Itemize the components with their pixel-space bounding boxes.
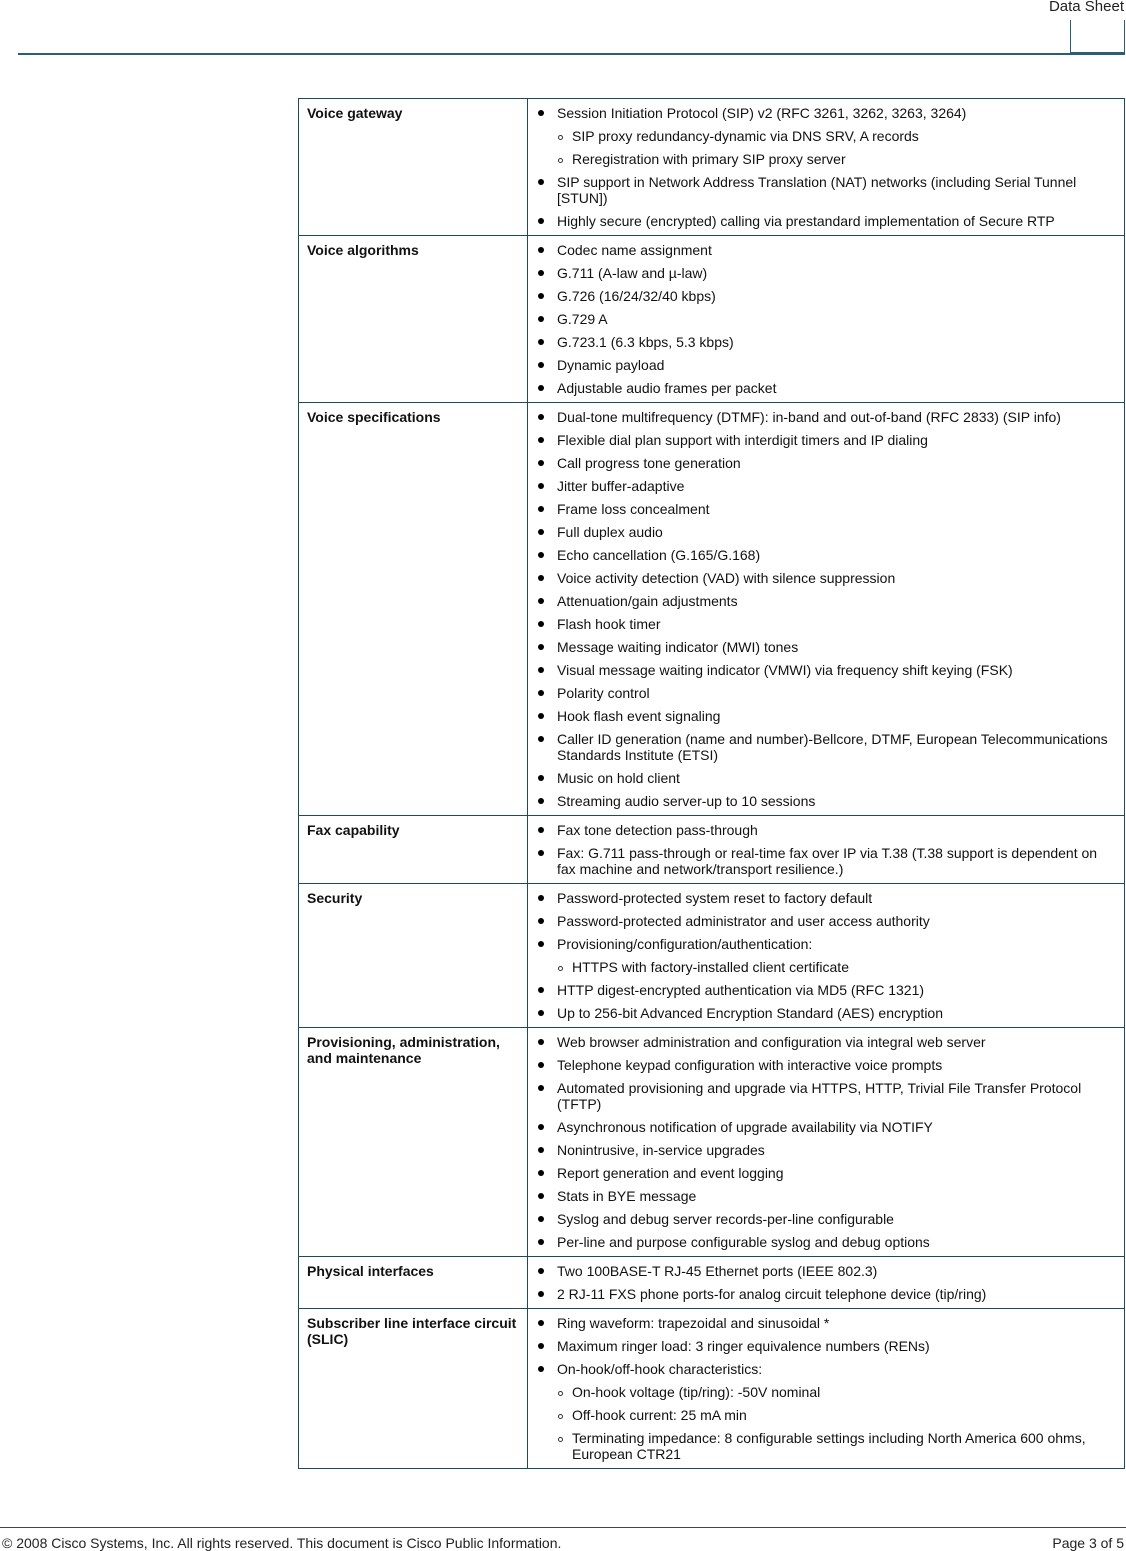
list-item: Caller ID generation (name and number)-Bellcore, DTMF, European Telecommunications Standards Institute (ETSI)	[536, 731, 1118, 763]
spec-row-items	[528, 236, 1125, 403]
list-item: Full duplex audio	[536, 524, 1118, 540]
spec-item-list	[536, 890, 1118, 1021]
list-item: Attenuation/gain adjustments	[536, 593, 1118, 609]
list-item: Fax: G.711 pass-through or real-time fax over IP via T.38 (T.38 support is dependent on fax machine and network/transport resilience.)	[536, 845, 1118, 877]
list-item: Codec name assignment	[536, 242, 1118, 258]
list-item: G.723.1 (6.3 kbps, 5.3 kbps)	[536, 334, 1118, 350]
footer-divider	[0, 1527, 1126, 1528]
list-item: Automated provisioning and upgrade via HTTPS, HTTP, Trivial File Transfer Protocol (TFTP)	[536, 1080, 1118, 1112]
list-item: Asynchronous notification of upgrade availability via NOTIFY	[536, 1119, 1118, 1135]
spec-row	[299, 403, 1125, 816]
spec-row-label: Voice gateway	[299, 99, 528, 236]
spec-row-label: Voice specifications	[299, 403, 528, 816]
list-item: Music on hold client	[536, 770, 1118, 786]
spec-row-label: Voice algorithms	[299, 236, 528, 403]
spec-item-list	[536, 409, 1118, 809]
list-item: Flexible dial plan support with interdigit timers and IP dialing	[536, 432, 1118, 448]
list-item: Message waiting indicator (MWI) tones	[536, 639, 1118, 655]
sub-list-item: SIP proxy redundancy-dynamic via DNS SRV, A records	[536, 128, 1118, 144]
list-item: G.729 A	[536, 311, 1118, 327]
sub-list-item: Reregistration with primary SIP proxy server	[536, 151, 1118, 167]
list-item: Provisioning/configuration/authentication:	[536, 936, 1118, 952]
spec-row-items	[528, 403, 1125, 816]
list-item: Password-protected system reset to factory default	[536, 890, 1118, 906]
list-item: Dynamic payload	[536, 357, 1118, 373]
spec-row-label: Subscriber line interface circuit (SLIC)	[299, 1309, 528, 1469]
spec-row	[299, 884, 1125, 1028]
list-item: Highly secure (encrypted) calling via prestandard implementation of Secure RTP	[536, 213, 1118, 229]
document-type-label: Data Sheet	[1048, 0, 1124, 15]
list-item: Jitter buffer-adaptive	[536, 478, 1118, 494]
list-item: SIP support in Network Address Translation (NAT) networks (including Serial Tunnel [STUN])	[536, 174, 1118, 206]
footer-copyright: © 2008 Cisco Systems, Inc. All rights reserved. This document is Cisco Public Information.	[2, 1535, 562, 1551]
list-item: Per-line and purpose configurable syslog and debug options	[536, 1234, 1118, 1250]
spec-item-list	[536, 1315, 1118, 1462]
sub-list-item: Terminating impedance: 8 configurable settings including North America 600 ohms, European CTR21	[536, 1430, 1118, 1462]
list-item: Session Initiation Protocol (SIP) v2 (RFC 3261, 3262, 3263, 3264)	[536, 105, 1118, 121]
list-item: Dual-tone multifrequency (DTMF): in-band and out-of-band (RFC 2833) (SIP info)	[536, 409, 1118, 425]
spec-item-list	[536, 105, 1118, 229]
list-item: Hook flash event signaling	[536, 708, 1118, 724]
sub-list-item: Off-hook current: 25 mA min	[536, 1407, 1118, 1423]
header-divider	[18, 53, 1125, 55]
spec-row-label: Physical interfaces	[299, 1257, 528, 1309]
spec-row-label: Provisioning, administration, and maintenance	[299, 1028, 528, 1257]
list-item: Polarity control	[536, 685, 1118, 701]
spec-row-label: Security	[299, 884, 528, 1028]
list-item: HTTP digest-encrypted authentication via MD5 (RFC 1321)	[536, 982, 1118, 998]
spec-row	[299, 236, 1125, 403]
list-item: Report generation and event logging	[536, 1165, 1118, 1181]
list-item: Streaming audio server-up to 10 sessions	[536, 793, 1118, 809]
list-item: Flash hook timer	[536, 616, 1118, 632]
list-item: G.711 (A-law and µ-law)	[536, 265, 1118, 281]
spec-row-items	[528, 1257, 1125, 1309]
list-item: Adjustable audio frames per packet	[536, 380, 1118, 396]
spec-row-items	[528, 1309, 1125, 1469]
spec-item-list	[536, 242, 1118, 396]
list-item: Syslog and debug server records-per-line configurable	[536, 1211, 1118, 1227]
list-item: Voice activity detection (VAD) with silence suppression	[536, 570, 1118, 586]
spec-table	[298, 98, 1125, 1469]
list-item: Nonintrusive, in-service upgrades	[536, 1142, 1118, 1158]
spec-row	[299, 1257, 1125, 1309]
spec-item-list	[536, 822, 1118, 877]
spec-item-list	[536, 1263, 1118, 1302]
sub-list-item: HTTPS with factory-installed client certificate	[536, 959, 1118, 975]
spec-row-label: Fax capability	[299, 816, 528, 884]
header-tab-box	[1070, 20, 1125, 53]
list-item: Password-protected administrator and user access authority	[536, 913, 1118, 929]
list-item: 2 RJ-11 FXS phone ports-for analog circuit telephone device (tip/ring)	[536, 1286, 1118, 1302]
spec-item-list	[536, 1034, 1118, 1250]
spec-table-body	[299, 99, 1125, 1469]
list-item: Ring waveform: trapezoidal and sinusoidal *	[536, 1315, 1118, 1331]
list-item: On-hook/off-hook characteristics:	[536, 1361, 1118, 1377]
list-item: Stats in BYE message	[536, 1188, 1118, 1204]
list-item: Telephone keypad configuration with interactive voice prompts	[536, 1057, 1118, 1073]
spec-row	[299, 99, 1125, 236]
spec-row-items	[528, 1028, 1125, 1257]
list-item: Up to 256-bit Advanced Encryption Standard (AES) encryption	[536, 1005, 1118, 1021]
spec-row	[299, 1309, 1125, 1469]
list-item: Two 100BASE-T RJ-45 Ethernet ports (IEEE 802.3)	[536, 1263, 1118, 1279]
list-item: Echo cancellation (G.165/G.168)	[536, 547, 1118, 563]
list-item: Frame loss concealment	[536, 501, 1118, 517]
list-item: Maximum ringer load: 3 ringer equivalence numbers (RENs)	[536, 1338, 1118, 1354]
list-item: G.726 (16/24/32/40 kbps)	[536, 288, 1118, 304]
spec-row-items	[528, 816, 1125, 884]
sub-list-item: On-hook voltage (tip/ring): -50V nominal	[536, 1384, 1118, 1400]
list-item: Web browser administration and configuration via integral web server	[536, 1034, 1118, 1050]
footer-page-number: Page 3 of 5	[1052, 1535, 1124, 1551]
list-item: Call progress tone generation	[536, 455, 1118, 471]
spec-row	[299, 1028, 1125, 1257]
spec-row-items	[528, 99, 1125, 236]
list-item: Visual message waiting indicator (VMWI) via frequency shift keying (FSK)	[536, 662, 1118, 678]
spec-row	[299, 816, 1125, 884]
list-item: Fax tone detection pass-through	[536, 822, 1118, 838]
spec-row-items	[528, 884, 1125, 1028]
